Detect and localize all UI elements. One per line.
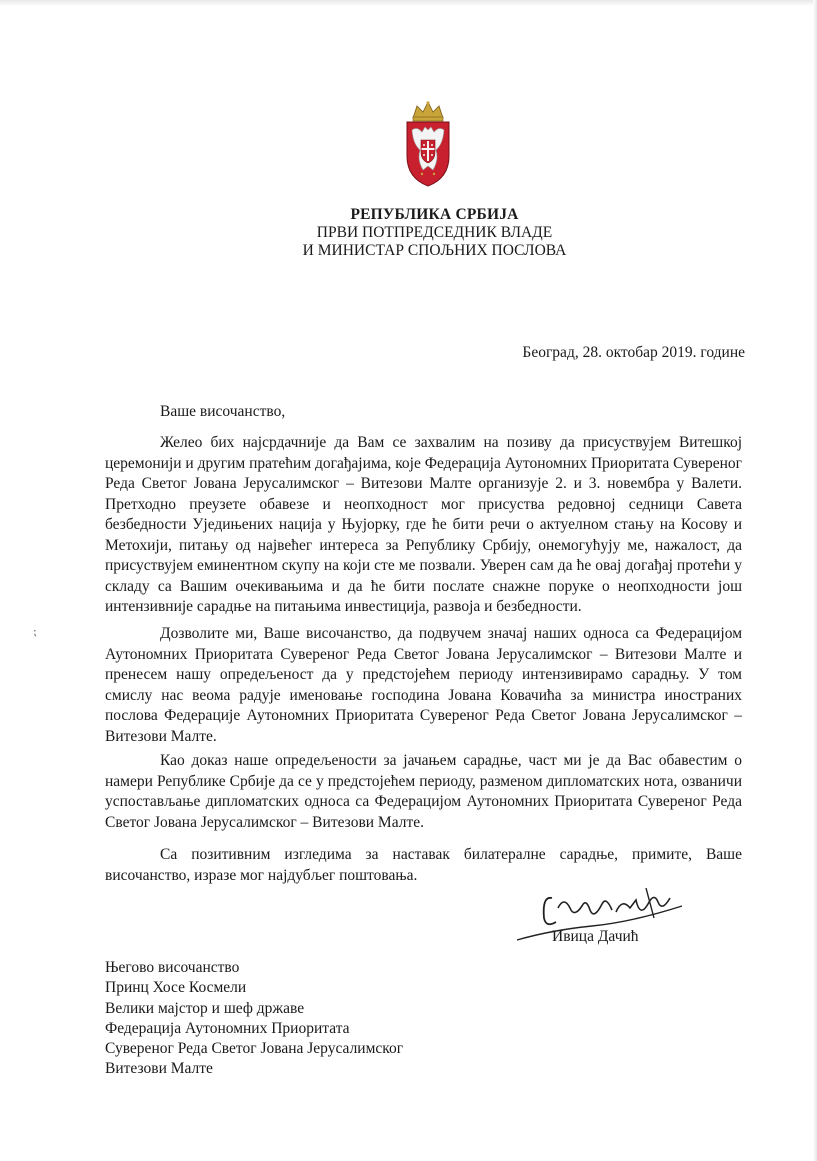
page-edge xyxy=(0,0,817,6)
margin-mark: ⁏ xyxy=(33,626,37,638)
body-paragraph: Као доказ наше опредељености за јачањем сарадње, част ми је да Вас обавестим о намери Републике Србије да се у предстојећем периоду, разменом дипломатских нота, озваничи успостављање дипломатских односа са Федерацијом Аутономних Приоритата Сувереног Реда Светог Јована Јерусалимског – Витезови Малте. xyxy=(105,752,742,831)
recipient-address xyxy=(105,958,403,1080)
page-edge-shadow xyxy=(813,0,817,1161)
letterhead-title: РЕПУБЛИКА СРБИЈА xyxy=(350,206,519,223)
recipient-line: Велики мајстор и шеф државе xyxy=(105,999,305,1017)
recipient-line: Принц Хосе Космели xyxy=(105,979,247,997)
serbian-coat-of-arms-icon xyxy=(403,100,453,190)
salutation: Ваше височанство, xyxy=(160,403,286,420)
signatory-name: Ивица Дачић xyxy=(552,928,639,945)
body-paragraph: Дозволите ми, Ваше височанство, да подвучем значај наших односа са Федерацијом Аутономних Приоритата Сувереног Реда Светог Јована Јерусалимског – Витезови Малте и пренесем нашу опредељеност да у предстојећем периоду интензивирамо сарадњу. У том смислу нас веома радује именовање господина Јована Ковачића за министра иностраних послова Федерације Аутономних Приоритата Сувереног Реда Светог Јована Јерусалимског – Витезови Малте. xyxy=(105,625,742,745)
date-line: Београд, 28. октобар 2019. године xyxy=(522,344,745,361)
letterhead-subtitle-1: ПРВИ ПОТПРЕДСЕДНИК ВЛАДЕ xyxy=(316,224,553,241)
letterhead-subtitle-2: И МИНИСТАР СПОЉНИХ ПОСЛОВА xyxy=(302,242,567,259)
closing-paragraph: Са позитивним изгледима за наставак билатералне сарадње, примите, Ваше височанство, изразе мог најдубљег поштовања. xyxy=(105,846,742,884)
recipient-line: Сувереног Реда Светог Јована Јерусалимског xyxy=(105,1040,404,1058)
body-paragraph: Желео бих најсрдачније да Вам се захвалим на позиву да присуствујем Витешкој церемонији и другим пратећим догађајима, које Федерација Аутономних Приоритата Суверeног Реда Светог Јована Јерусалимског – Витезови Малте организује 2. и 3. новембра у Валети. Претходно преузете обавезе и неопходност мог присуства редовној седници Савета безбедности Уједињених нација у Њујорку, где ће бити речи о актуелном стању на Косову и Метохији, питању од највећег интереса за Републику Србију, онемогућују ме, нажалост, да присуствујем еминентном скупу на који сте ме позвали. Уверен сам да ће овај догађај протећи у складу са Вашим очекивањима и да ће бити послате снажне поруке о неопходности још интензивније сарадње на питањима инвестиција, развоја и безбедности. xyxy=(105,434,743,615)
recipient-line: Федерација Аутономних Приоритата xyxy=(105,1019,350,1037)
recipient-line: Витезови Малте xyxy=(105,1060,213,1078)
recipient-line: Његово височанство xyxy=(105,959,240,976)
